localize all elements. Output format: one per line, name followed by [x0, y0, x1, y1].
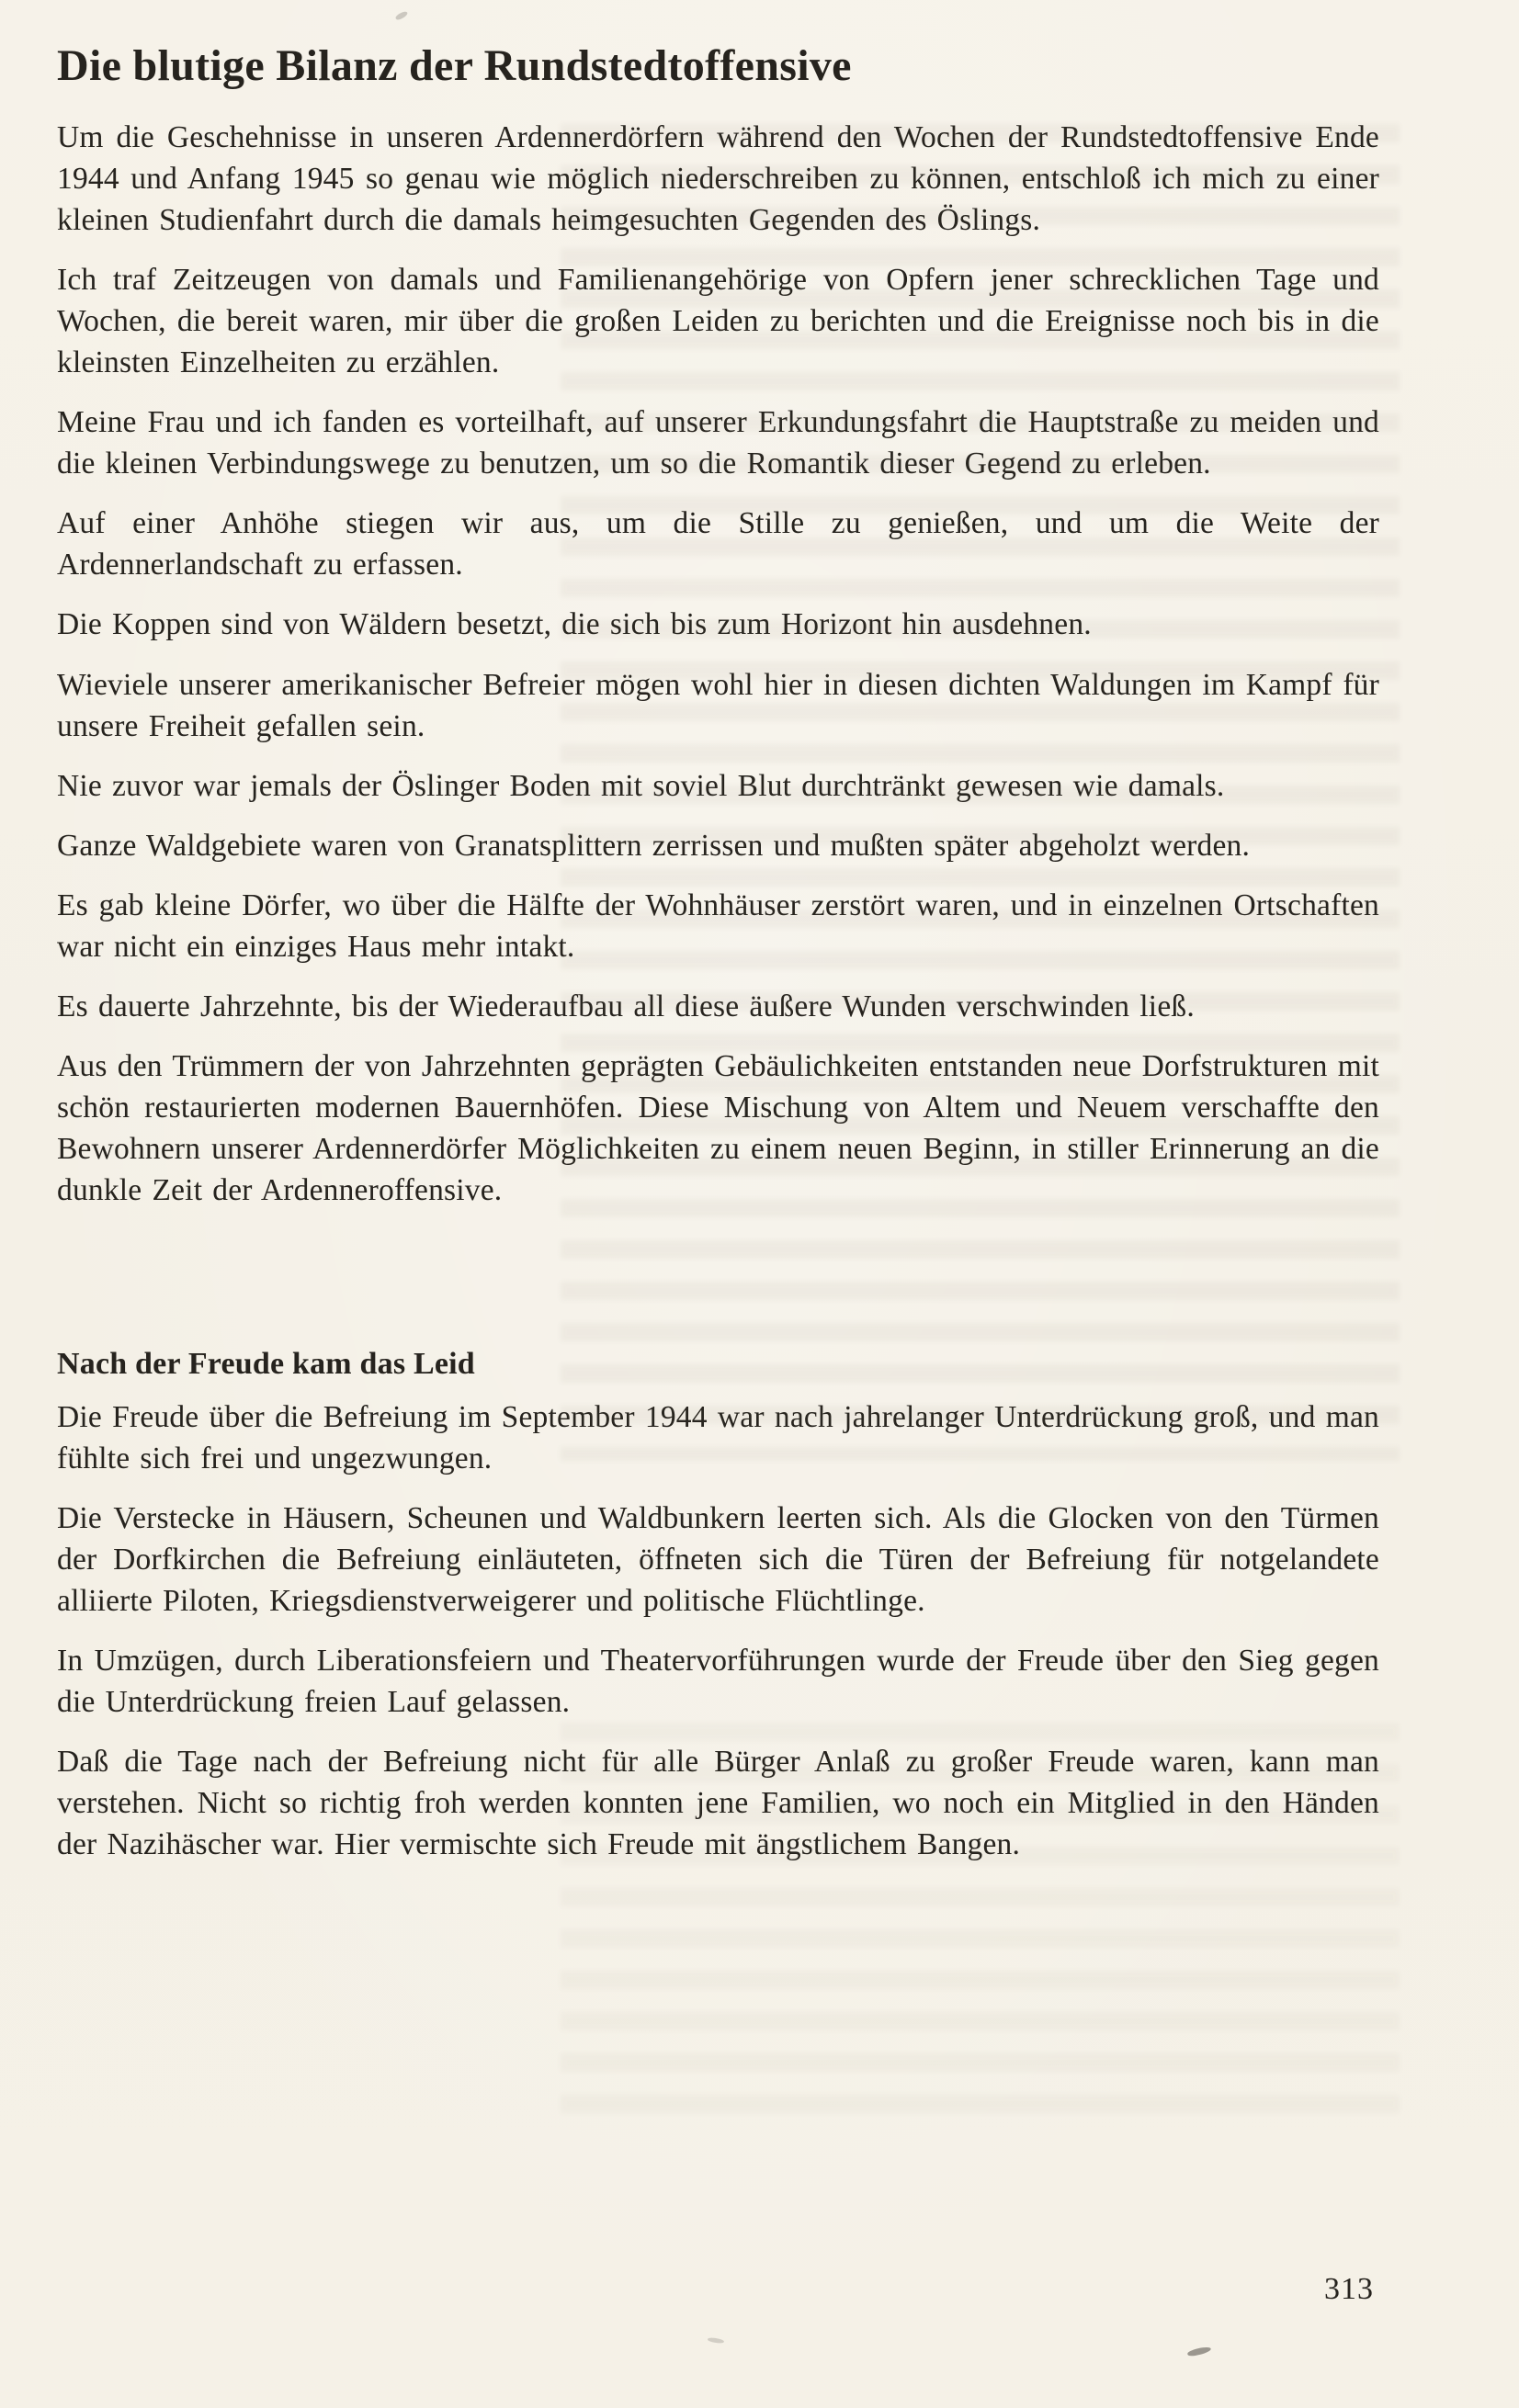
paragraph: Es dauerte Jahrzehnte, bis der Wiederaufbau all diese äußere Wunden verschwinden ließ.: [57, 989, 1195, 1023]
section-heading: Nach der Freude kam das Leid: [57, 1347, 475, 1382]
scan-mark: [708, 2337, 725, 2344]
scan-mark: [1187, 2346, 1212, 2357]
paragraph: In Umzügen, durch Liberationsfeiern und Theatervorführungen wurde der Freude über den Sieg gegen die Unterdrückung freien Lauf gelassen.: [57, 1644, 1379, 1720]
paragraph: Wieviele unserer amerikanischer Befreier mögen wohl hier in diesen dichten Waldungen im Kampf für unsere Freiheit gefallen sein.: [57, 667, 1379, 743]
paragraph: Nie zuvor war jemals der Öslinger Boden mit soviel Blut durchtränkt gewesen wie damals.: [57, 768, 1225, 803]
page-title: Die blutige Bilanz der Rundstedtoffensive: [57, 41, 852, 90]
page-number: 313: [1324, 2272, 1374, 2306]
section-rundstedt-bilanz: [57, 117, 1379, 1211]
section-freude-leid: [57, 1347, 1379, 1865]
paragraph: Daß die Tage nach der Befreiung nicht für alle Bürger Anlaß zu großer Freude waren, kann man verstehen. Nicht so richtig froh werden konnten jene Familien, wo noch ein Mitglied in den Händen der Nazihäscher war. Hier vermischte sich Freude mit ängstlichem Bangen.: [57, 1745, 1379, 1862]
paragraph: Aus den Trümmern der von Jahrzehnten geprägten Gebäulichkeiten entstanden neue Dorfstrukturen mit schön restaurierten modernen Bauernhöfen. Diese Mischung von Altem und Neuem verschaffte den Bewohnern unserer Ardennerdörfer Möglichkeiten zu einem neuen Beginn, in stiller Erinnerung an die dunkle Zeit der Ardenneroffensive.: [57, 1048, 1379, 1207]
paragraph: Um die Geschehnisse in unseren Ardennerdörfern während den Wochen der Rundstedtoffensive Ende 1944 und Anfang 1945 so genau wie möglich niederschreiben zu können, entschloß ich mich zu einer kleinen Studienfahrt durch die damals heimgesuchten Gegenden des Öslings.: [57, 120, 1379, 238]
paragraph: Es gab kleine Dörfer, wo über die Hälfte der Wohnhäuser zerstört waren, und in einzelnen Ortschaften war nicht ein einziges Haus mehr intakt.: [57, 887, 1379, 964]
paragraph: Die Koppen sind von Wäldern besetzt, die sich bis zum Horizont hin ausdehnen.: [57, 607, 1092, 642]
paragraph: Die Freude über die Befreiung im September 1944 war nach jahrelanger Unterdrückung groß, und man fühlte sich frei und ungezwungen.: [57, 1400, 1379, 1476]
scan-mark: [394, 10, 408, 21]
paragraph: Ganze Waldgebiete waren von Granatsplittern zerrissen und mußten später abgeholzt werden.: [57, 828, 1251, 863]
paragraph: Meine Frau und ich fanden es vorteilhaft, auf unserer Erkundungsfahrt die Hauptstraße zu meiden und die kleinen Verbindungswege zu benutzen, um so die Romantik dieser Gegend zu erleben.: [57, 405, 1379, 481]
paragraph: Auf einer Anhöhe stiegen wir aus, um die Stille zu genießen, und um die Weite der Ardennerlandschaft zu erfassen.: [57, 506, 1379, 582]
paragraph: Die Verstecke in Häusern, Scheunen und Waldbunkern leerten sich. Als die Glocken von den Türmen der Dorfkirchen die Befreiung einläuteten, öffneten sich die Türen der Befreiung für notgelandete alliierte Piloten, Kriegsdienstverweigerer und politische Flüchtlinge.: [57, 1501, 1379, 1619]
paragraph: Ich traf Zeitzeugen von damals und Familienangehörige von Opfern jener schrecklichen Tage und Wochen, die bereit waren, mir über die großen Leiden zu berichten und die Ereignisse noch bis in die kleinsten Einzelheiten zu erzählen.: [57, 263, 1379, 380]
